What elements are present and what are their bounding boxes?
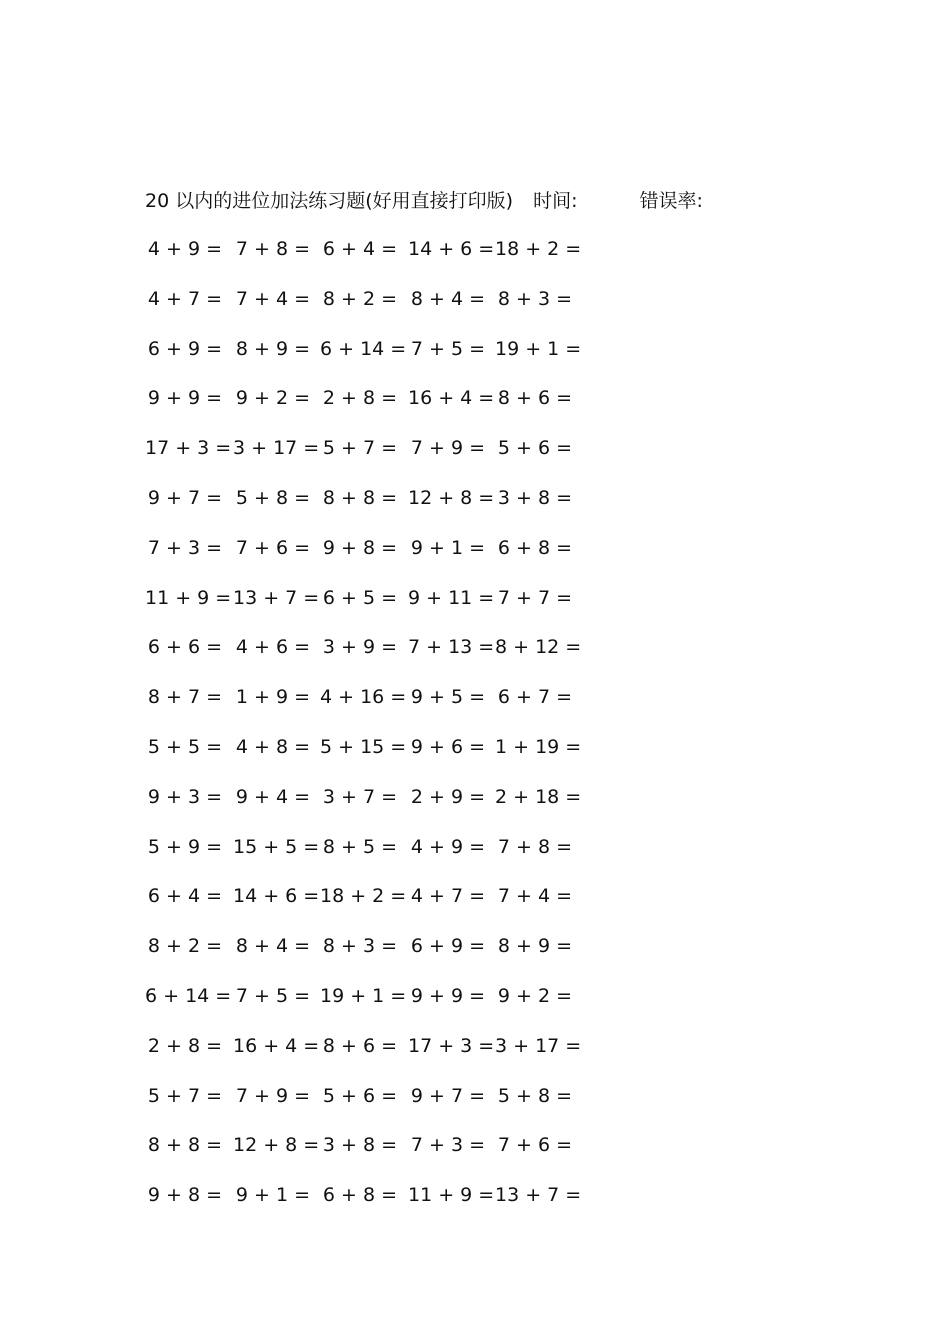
problem-item: 18 + 2 = (495, 238, 582, 260)
problem-item: 8 + 2 = (147, 935, 223, 958)
problem-item: 9 + 1 = (235, 1184, 311, 1207)
problem-item: 3 + 17 = (495, 1034, 582, 1057)
problem-row (145, 233, 605, 283)
problem-item: 9 + 1 = (410, 536, 486, 559)
problem-item: 9 + 9 = (410, 984, 486, 1007)
problem-item: 6 + 4 = (147, 885, 223, 908)
problem-item: 9 + 7 = (410, 1084, 486, 1107)
problem-item: 4 + 6 = (235, 636, 311, 659)
problem-item: 5 + 5 = (147, 735, 223, 758)
problem-item: 7 + 5 = (235, 984, 311, 1007)
problem-item: 9 + 8 = (322, 536, 398, 559)
problem-item: 8 + 8 = (322, 486, 398, 509)
problem-item: 3 + 8 = (322, 1134, 398, 1157)
problem-item: 5 + 15 = (320, 735, 407, 758)
problem-item: 9 + 11 = (408, 586, 495, 609)
problem-item: 4 + 8 = (235, 735, 311, 758)
problem-item: 8 + 4 = (410, 287, 486, 310)
problem-item: 16 + 4 = (408, 387, 495, 410)
problem-item: 6 + 5 = (322, 586, 398, 609)
problem-item: 4 + 7 = (147, 287, 223, 310)
problem-item: 3 + 17 = (233, 437, 320, 460)
problem-grid (145, 233, 605, 1229)
problem-item: 3 + 7 = (322, 785, 398, 808)
problem-item: 5 + 7 = (147, 1084, 223, 1107)
problem-item: 2 + 9 = (410, 785, 486, 808)
problem-item: 8 + 3 = (322, 935, 398, 958)
problem-row (145, 333, 605, 383)
problem-item: 15 + 5 = (233, 835, 320, 858)
problem-item: 6 + 14 = (320, 337, 407, 360)
problem-row (145, 631, 605, 681)
problem-item: 8 + 7 = (147, 686, 223, 709)
problem-item: 2 + 8 = (322, 387, 398, 410)
problem-item: 1 + 9 = (235, 686, 311, 709)
problem-item: 6 + 9 = (410, 935, 486, 958)
problem-row (145, 582, 605, 632)
problem-item: 13 + 7 = (233, 586, 320, 609)
problem-row (145, 1179, 605, 1229)
problem-item: 7 + 13 = (408, 636, 495, 659)
problem-row (145, 880, 605, 930)
problem-item: 5 + 8 = (235, 486, 311, 509)
problem-item: 4 + 16 = (320, 686, 407, 709)
problem-item: 6 + 7 = (497, 686, 573, 709)
problem-item: 5 + 6 = (497, 437, 573, 460)
problem-item: 2 + 18 = (495, 785, 582, 808)
problem-item: 11 + 9 = (408, 1184, 495, 1207)
problem-item: 6 + 8 = (322, 1184, 398, 1207)
problem-item: 14 + 6 = (408, 238, 495, 260)
problem-item: 7 + 8 = (497, 835, 573, 858)
problem-item: 5 + 7 = (322, 437, 398, 460)
problem-item: 9 + 6 = (410, 735, 486, 758)
problem-item: 2 + 8 = (147, 1034, 223, 1057)
problem-row (145, 1030, 605, 1080)
problem-item: 7 + 6 = (235, 536, 311, 559)
problem-item: 6 + 6 = (147, 636, 223, 659)
problem-item: 1 + 19 = (495, 735, 582, 758)
problem-item: 19 + 1 = (320, 984, 407, 1007)
problem-item: 7 + 8 = (235, 238, 311, 260)
problem-item: 7 + 9 = (410, 437, 486, 460)
problem-item: 12 + 8 = (408, 486, 495, 509)
problem-row (145, 781, 605, 831)
problem-item: 8 + 3 = (497, 287, 573, 310)
problem-item: 7 + 9 = (235, 1084, 311, 1107)
problem-item: 7 + 4 = (235, 287, 311, 310)
problem-item: 8 + 9 = (497, 935, 573, 958)
worksheet-header (145, 186, 703, 216)
error-rate-label: 错误率: (639, 190, 703, 212)
problem-item: 9 + 8 = (147, 1184, 223, 1207)
problem-item: 9 + 3 = (147, 785, 223, 808)
problem-item: 8 + 2 = (322, 287, 398, 310)
problem-item: 9 + 9 = (147, 387, 223, 410)
problem-item: 6 + 9 = (147, 337, 223, 360)
problem-item: 13 + 7 = (495, 1184, 582, 1207)
problem-item: 9 + 4 = (235, 785, 311, 808)
problem-item: 6 + 4 = (322, 238, 398, 260)
problem-row (145, 432, 605, 482)
problem-item: 5 + 6 = (322, 1084, 398, 1107)
problem-item: 18 + 2 = (320, 885, 407, 908)
problem-item: 17 + 3 = (408, 1034, 495, 1057)
problem-row (145, 1129, 605, 1179)
problem-item: 7 + 5 = (410, 337, 486, 360)
problem-item: 8 + 12 = (495, 636, 582, 659)
problem-item: 4 + 7 = (410, 885, 486, 908)
problem-item: 3 + 8 = (497, 486, 573, 509)
problem-item: 7 + 3 = (147, 536, 223, 559)
problem-item: 3 + 9 = (322, 636, 398, 659)
problem-item: 6 + 8 = (497, 536, 573, 559)
problem-item: 16 + 4 = (233, 1034, 320, 1057)
problem-item: 9 + 7 = (147, 486, 223, 509)
problem-row (145, 283, 605, 333)
problem-item: 14 + 6 = (233, 885, 320, 908)
problem-item: 5 + 8 = (497, 1084, 573, 1107)
problem-row (145, 930, 605, 980)
time-label: 时间: (533, 190, 578, 212)
problem-row (145, 532, 605, 582)
problem-item: 17 + 3 = (145, 437, 232, 460)
problem-item: 8 + 4 = (235, 935, 311, 958)
problem-item: 7 + 6 = (497, 1134, 573, 1157)
problem-item: 19 + 1 = (495, 337, 582, 360)
problem-item: 11 + 9 = (145, 586, 232, 609)
problem-item: 4 + 9 = (147, 238, 223, 260)
problem-item: 9 + 5 = (410, 686, 486, 709)
problem-item: 7 + 3 = (410, 1134, 486, 1157)
problem-item: 7 + 4 = (497, 885, 573, 908)
problem-item: 12 + 8 = (233, 1134, 320, 1157)
problem-item: 7 + 7 = (497, 586, 573, 609)
problem-item: 8 + 6 = (322, 1034, 398, 1057)
problem-item: 5 + 9 = (147, 835, 223, 858)
problem-item: 9 + 2 = (497, 984, 573, 1007)
problem-item: 9 + 2 = (235, 387, 311, 410)
problem-item: 4 + 9 = (410, 835, 486, 858)
problem-item: 8 + 6 = (497, 387, 573, 410)
problem-row (145, 731, 605, 781)
problem-item: 6 + 14 = (145, 984, 232, 1007)
problem-item: 8 + 8 = (147, 1134, 223, 1157)
problem-row (145, 681, 605, 731)
worksheet-title: 20 以内的进位加法练习题(好用直接打印版) (145, 190, 514, 212)
problem-row (145, 1080, 605, 1130)
problem-row (145, 980, 605, 1030)
problem-item: 8 + 5 = (322, 835, 398, 858)
problem-row (145, 831, 605, 881)
problem-item: 8 + 9 = (235, 337, 311, 360)
problem-row (145, 382, 605, 432)
problem-row (145, 482, 605, 532)
